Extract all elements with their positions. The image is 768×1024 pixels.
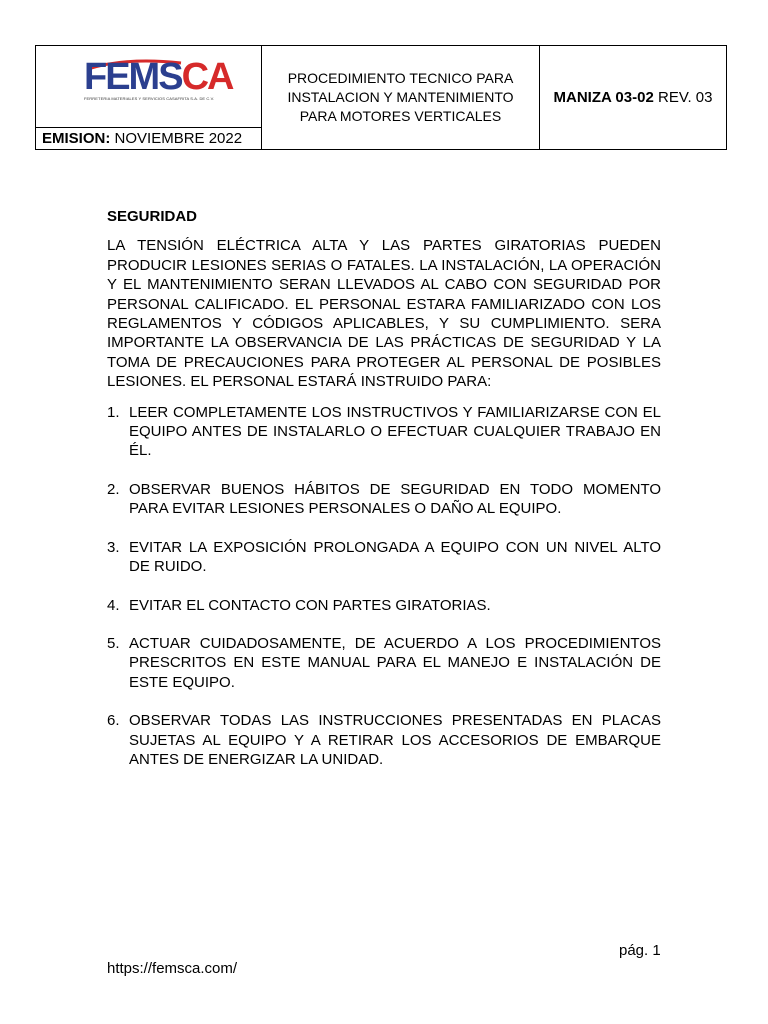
safety-list xyxy=(107,403,661,770)
document-title: PROCEDIMIENTO TECNICO PARA INSTALACION Y MANTENIMIENTO PARA MOTORES VERTICALES xyxy=(262,46,540,149)
list-item: 1. LEER COMPLETAMENTE LOS INSTRUCTIVOS Y FAMILIARIZARSE CON EL EQUIPO ANTES DE INSTALARLO O EFECTUAR CUALQUIER TRABAJO EN ÉL. xyxy=(107,403,661,460)
list-item: 2. OBSERVAR BUENOS HÁBITOS DE SEGURIDAD EN TODO MOMENTO PARA EVITAR LESIONES PERSONALES O DAÑO AL EQUIPO. xyxy=(107,480,661,518)
logo-subtitle: FERRETERIA MATERIALES Y SERVICIOS CASAFRITA S.A. DE C.V. xyxy=(84,96,215,101)
document-header xyxy=(35,45,727,150)
logo-wordmark: FEMSCA xyxy=(84,56,233,98)
header-logo-cell xyxy=(36,46,262,149)
doc-revision: REV. 03 xyxy=(657,89,713,106)
company-logo xyxy=(36,46,261,129)
section-title: SEGURIDAD xyxy=(107,208,198,225)
intro-paragraph: LA TENSIÓN ELÉCTRICA ALTA Y LAS PARTES GIRATORIAS PUEDEN PRODUCIR LESIONES SERIAS O FATALES. LA INSTALACIÓN, LA OPERACIÓN Y EL MANTENIMIENTO SERAN LLEVADOS AL CABO CON SEGURIDAD POR PERSONAL CALIFICADO. EL PERSONAL ESTARA FAMILIARIZADO CON LOS REGLAMENTOS Y CÓDIGOS APLICABLES, Y SU CUMPLIMIENTO. SERA IMPORTANTE LA OBSERVANCIA DE LAS PRÁCTICAS DE SEGURIDAD Y LA TOMA DE PRECAUCIONES PARA PROTEGER AL PERSONAL DE POSIBLES LESIONES. EL PERSONAL ESTARÁ INSTRUIDO PARA: xyxy=(107,237,661,391)
emision-value: NOVIEMBRE 2022 xyxy=(114,130,243,147)
doc-code: MANIZA 03-02 xyxy=(553,89,654,106)
page-number: pág. 1 xyxy=(619,942,661,959)
footer-url-link[interactable]: https://femsca.com/ xyxy=(107,960,238,977)
document-code xyxy=(540,46,726,149)
emision-label: EMISION: xyxy=(42,130,111,147)
document-body xyxy=(107,207,661,788)
list-item: 4. EVITAR EL CONTACTO CON PARTES GIRATORIAS. xyxy=(107,596,491,614)
list-item: 5. ACTUAR CUIDADOSAMENTE, DE ACUERDO A LOS PROCEDIMIENTOS PRESCRITOS EN ESTE MANUAL PARA EL MANEJO E INSTALACIÓN DE ESTE EQUIPO. xyxy=(107,634,661,691)
list-item: 6. OBSERVAR TODAS LAS INSTRUCCIONES PRESENTADAS EN PLACAS SUJETAS AL EQUIPO Y A RETIRAR LOS ACCESORIOS DE EMBARQUE ANTES DE ENERGIZAR LA UNIDAD. xyxy=(107,712,661,768)
emision-date xyxy=(36,127,261,149)
list-item: 3. EVITAR LA EXPOSICIÓN PROLONGADA A EQUIPO CON UN NIVEL ALTO DE RUIDO. xyxy=(107,538,661,576)
